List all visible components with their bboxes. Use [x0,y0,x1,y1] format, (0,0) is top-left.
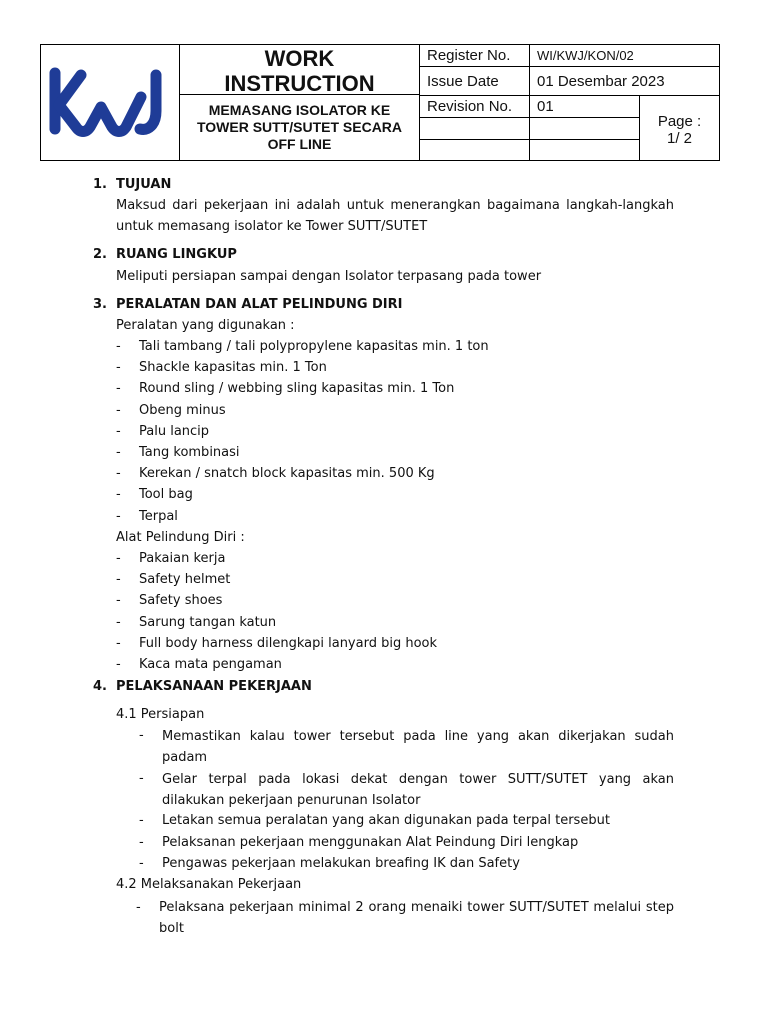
page-label: Page : [657,113,702,130]
list-bullet: - [116,614,121,630]
ppe-intro: Alat Pelindung Diri : [116,530,245,545]
issue-value: 01 Desembar 2023 [537,72,665,90]
list-item: Safety shoes [139,593,223,609]
list-bullet: - [139,835,144,850]
list-bullet: - [136,900,141,915]
list-bullet: - [116,593,121,609]
issue-value-cell [529,66,720,96]
document-header [40,44,720,161]
subtitle-cell [179,94,420,161]
list-bullet: - [116,423,121,439]
register-label: Register No. [427,47,511,64]
list-bullet: - [139,813,144,828]
subsection-4-2-title: 4.2 Melaksanakan Pekerjaan [116,877,302,892]
revision-value: 01 [537,98,554,115]
issue-label: Issue Date [427,72,499,90]
section-2-title: RUANG LINGKUP [116,247,237,262]
list-item: Palu lancip [139,423,210,439]
list-item: Tang kombinasi [139,445,240,460]
empty-cell-a2 [419,139,530,161]
list-bullet: - [116,445,121,460]
revision-value-cell [529,95,640,118]
list-item: Full body harness dilengkapi lanyard big hook [139,635,438,651]
empty-cell-a1 [419,117,530,140]
section-1-text: Maksud dari pekerjaan ini adalah untuk menerangkan bagaimana langkah-langkah untuk memasang isolator ke Tower SUTT/SUTET [116,198,674,234]
list-item: Pengawas pekerjaan melakukan breafing IK dan Safety [162,856,520,871]
list-bullet: - [116,466,121,482]
register-value-cell [529,44,720,67]
title-line-2: INSTRUCTION [224,71,375,96]
section-4-title: PELAKSANAAN PEKERJAAN [116,679,312,694]
list-item: Memastikan kalau tower tersebut pada line yang akan dikerjakan sudah padam [162,729,674,765]
list-bullet: - [116,508,121,524]
page-number: 1/ 2 [666,130,693,147]
issue-label-cell [419,66,530,96]
kwj-logo [46,67,176,139]
register-value: WI/KWJ/KON/02 [537,48,634,63]
section-2-text: Meliputi persiapan sampai dengan Isolator terpasang pada tower [116,269,542,284]
list-bullet: - [116,381,121,397]
tools-intro: Peralatan yang digunakan : [116,318,295,333]
empty-cell-b2 [529,139,640,161]
section-1-number: 1. [93,177,107,192]
list-item: Tool bag [139,487,193,503]
list-item: Gelar terpal pada lokasi dekat dengan tower SUTT/SUTET yang akan dilakukan pekerjaan penurunan Isolator [162,772,674,808]
list-bullet: - [116,657,121,672]
list-bullet: - [116,572,121,588]
list-item: Terpal [139,508,178,524]
list-bullet: - [116,551,121,566]
list-item: Kerekan / snatch block kapasitas min. 500 Kg [139,466,435,482]
list-item: Tali tambang / tali polypropylene kapasitas min. 1 ton [139,339,489,354]
list-item: Kaca mata pengaman [139,657,282,672]
list-item: Safety helmet [139,572,231,588]
list-item: Sarung tangan katun [139,614,277,630]
section-4-number: 4. [93,679,107,694]
empty-cell-b1 [529,117,640,140]
list-item: Letakan semua peralatan yang akan digunakan pada terpal tersebut [162,813,610,828]
list-item: Shackle kapasitas min. 1 Ton [139,360,327,376]
revision-label: Revision No. [427,98,513,115]
list-bullet: - [116,635,121,651]
section-1-title: TUJUAN [116,177,172,192]
list-item: Round sling / webbing sling kapasitas min. 1 Ton [139,381,455,397]
list-bullet: - [116,402,121,418]
list-item: Pelaksana pekerjaan minimal 2 orang menaiki tower SUTT/SUTET melalui step bolt [159,900,674,936]
page-cell [639,95,720,161]
document-subtitle: MEMASANG ISOLATOR KE TOWER SUTT/SUTET SECARA OFF LINE [196,102,403,152]
logo-cell [40,44,180,161]
list-bullet: - [139,728,144,743]
list-item: Pelaksanan pekerjaan menggunakan Alat Peindung Diri lengkap [162,835,579,850]
title-cell [179,44,420,95]
section-3-title: PERALATAN DAN ALAT PELINDUNG DIRI [116,297,403,312]
title-line-1: WORK [264,46,335,71]
list-item: Obeng minus [139,402,226,418]
revision-label-cell [419,95,530,118]
section-3-number: 3. [93,297,107,312]
list-bullet: - [116,339,121,354]
section-2-number: 2. [93,247,107,262]
list-bullet: - [116,487,121,503]
list-bullet: - [139,771,144,786]
subsection-4-1-title: 4.1 Persiapan [116,707,205,722]
list-item: Pakaian kerja [139,551,226,566]
list-bullet: - [116,360,121,376]
register-label-cell [419,44,530,67]
list-bullet: - [139,856,144,871]
